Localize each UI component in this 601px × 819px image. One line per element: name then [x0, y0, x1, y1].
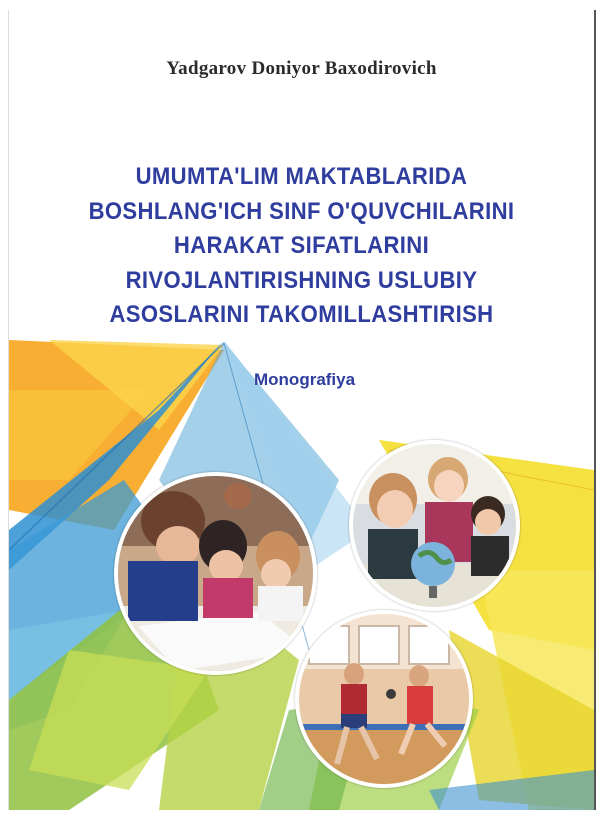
title-line-3: HARAKAT SIFATLARINI [173, 232, 430, 259]
photo-children-running-gym [295, 610, 473, 788]
author-name: Yadgarov Doniyor Baxodirovich [166, 58, 437, 79]
students-studying-illustration [118, 476, 313, 671]
title-line-1: UMUMTA'LIM MAKTABLARIDA [135, 163, 468, 190]
title-line-5: ASOSLARINI TAKOMILLASHTIRISH [109, 301, 494, 328]
title-line-4: RIVOJLANTIRISHNING USLUBIY [125, 266, 478, 294]
children-globe-illustration [353, 444, 516, 607]
photo-children-with-globe [349, 440, 520, 611]
book-cover [8, 10, 596, 810]
children-gym-illustration [299, 614, 469, 784]
book-title [39, 160, 564, 333]
book-subtitle: Monografiya [254, 370, 356, 389]
title-line-2: BOSHLANG'ICH SINF O'QUVCHILARINI [88, 197, 515, 225]
photo-students-studying [114, 472, 317, 675]
